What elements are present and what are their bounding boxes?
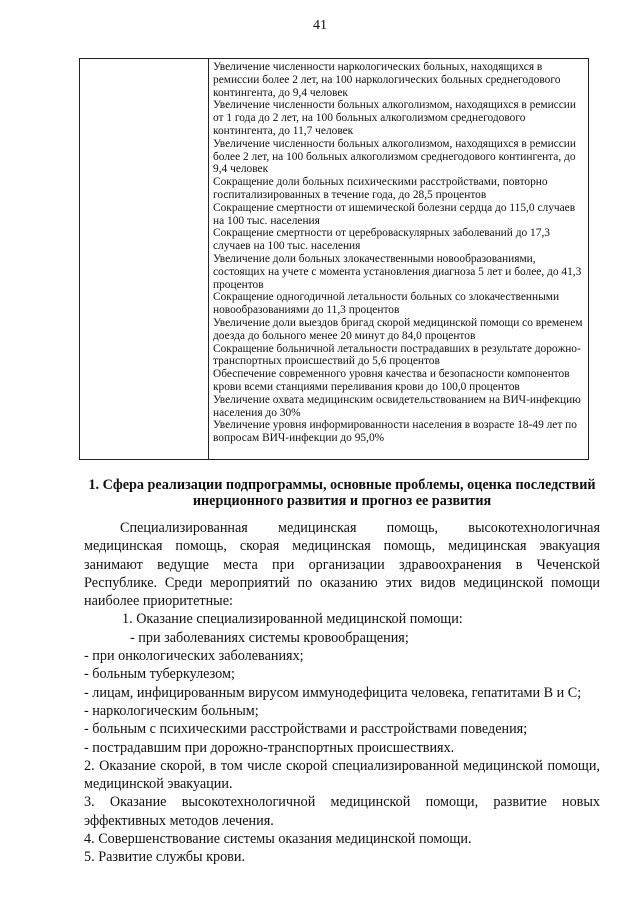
indicator-item: Увеличение численности больных алкоголизмом, находящихся в ремиссии от 1 года до 2 лет, на 100 больных алкоголизмом среднегодового контингента, до 11,7 человек — [213, 99, 576, 137]
page-number: 41 — [313, 18, 327, 33]
sub-list-item: - больным с психическими расстройствами и расстройствами поведения; — [84, 721, 528, 738]
section-body — [84, 519, 600, 867]
sub-list-item: - наркологическим больным; — [84, 702, 259, 719]
indicator-item: Сокращение доли больных психическими расстройствами, повторно госпитализированных в течение года, до 28,5 процентов — [213, 176, 548, 201]
list-item-5: 5. Развитие службы крови. — [84, 849, 246, 866]
section — [84, 477, 600, 867]
targets-table — [79, 58, 589, 460]
sub-list-item: - больным туберкулезом; — [84, 666, 235, 683]
indicator-item: Увеличение численности больных алкоголизмом, находящихся в ремиссии более 2 лет, на 100 больных алкоголизмом среднегодового контингента, до 9,4 человек — [213, 137, 576, 176]
section-title: 1. Сфера реализации подпрограммы, основные проблемы, оценка последствий инерционного развития и прогноз ее развития — [88, 477, 596, 509]
intro-paragraph: Специализированная медицинская помощь, высокотехнологичная медицинская помощь, скорая медицинская помощь, медицинская эвакуация занимают ведущие места при организации здравоохранения в Чеченской Республике. Среди мероприятий по оказанию этих видов медицинской помощи наиболее приоритетные: — [84, 520, 600, 610]
indicator-item: Увеличение численности наркологических больных, находящихся в ремиссии более 2 лет, на 100 наркологических больных среднегодового контингента, до 9,4 человек — [213, 61, 561, 99]
list-item-4: 4. Совершенствование системы оказания медицинской помощи. — [84, 831, 472, 848]
sub-list-item: - лицам, инфицированным вирусом иммунодефицита человека, гепатитами В и С; — [84, 684, 582, 701]
sub-list-item: - пострадавшим при дорожно-транспортных происшествиях. — [84, 739, 455, 756]
indicator-item: Обеспечение современного уровня качества и безопасности компонентов крови всеми станциями переливания крови до 100,0 процентов — [213, 368, 570, 393]
sub-list-item: - при заболеваниях системы кровообращения; — [130, 629, 409, 646]
indicator-item: Увеличение доли больных злокачественными новообразованиями, состоящих на учете с момента установления диагноза 5 лет и более, до 41,3 процентов — [213, 252, 582, 291]
indicator-item: Сокращение одногодичной летальности больных со злокачественными новообразованиями до 11,3 процентов — [213, 291, 560, 317]
indicator-item: Сокращение смертности от ишемической болезни сердца до 115,0 случаев на 100 тыс. населения — [213, 201, 576, 227]
indicator-item: Сокращение больничной летальности пострадавших в результате дорожно-транспортных происшествий до 5,6 процентов — [213, 342, 581, 368]
indicator-item: Увеличение доли выездов бригад скорой медицинской помощи со временем доезда до больного менее 20 минут до 84,0 процентов — [213, 316, 583, 342]
indicator-item: Увеличение уровня информированности населения в возрасте 18-49 лет по вопросам ВИЧ-инфекции до 95,0% — [213, 419, 577, 445]
list-item-2: 2. Оказание скорой, в том числе скорой специализированной медицинской помощи, медицинской эвакуации. — [84, 757, 600, 793]
indicator-item: Сокращение смертности от цереброваскулярных заболеваний до 17,3 случаев на 100 тыс. населения — [213, 227, 550, 253]
sub-list-item: - при онкологических заболеваниях; — [84, 648, 304, 665]
list-item-3: 3. Оказание высокотехнологичной медицинской помощи, развитие новых эффективных методов лечения. — [84, 794, 600, 829]
table-left-cell — [80, 59, 209, 459]
table-right-cell — [209, 59, 588, 459]
indicator-item: Увеличение охвата медицинским освидетельствованием на ВИЧ-инфекцию населения до 30% — [213, 393, 581, 419]
list-item-1: 1. Оказание специализированной медицинской помощи: — [122, 611, 463, 628]
